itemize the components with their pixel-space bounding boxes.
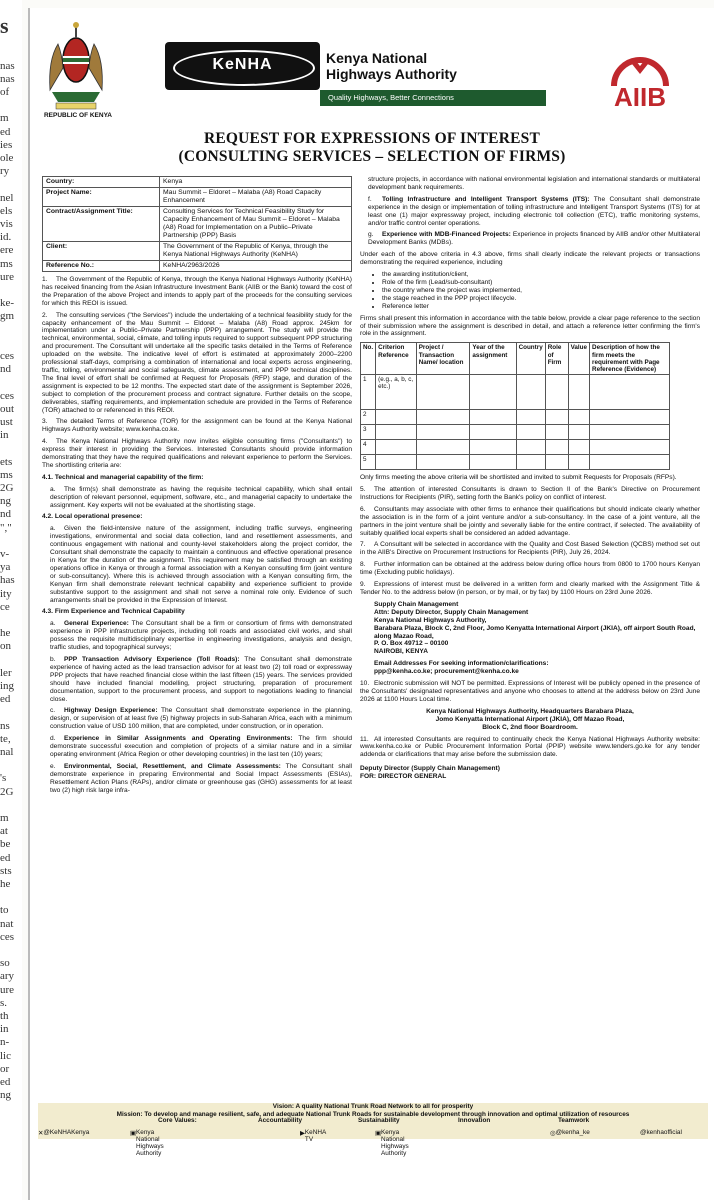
list-item: • the country where the project was implemented, bbox=[382, 287, 700, 295]
para-4-3-a: a. General Experience: The Consultant shall be a firm or consortium of firms with demonstrated experience in PPP infrastructure projects, including toll roads and associated civil works, and shall possess the requisite multidisciplinary expertise in engineering investigations, analysis and design, traffic studies, and topographical surveys; bbox=[50, 620, 352, 652]
para-4-1-a: a. The firm(s) shall demonstrate as having the requisite technical capability, which shall entail description of relevant personnel, equipment, software, etc., and managerial capacity to undertake the assignment. Key experts will not be evaluated at the shortlisting stage. bbox=[50, 485, 352, 509]
gutter-fragment: ed bbox=[0, 851, 11, 864]
gutter-fragment: nas bbox=[0, 59, 15, 72]
table-header: Criterion Reference bbox=[376, 343, 417, 375]
list-item: • the awarding institution/client, bbox=[382, 271, 700, 279]
email-addresses: ppp@kenha.co.ke; procurement@kenha.co.ke bbox=[374, 668, 519, 676]
gutter-fragment: ces bbox=[0, 930, 15, 943]
list-item: • Reference letter bbox=[382, 303, 700, 311]
gutter-fragment: ed bbox=[0, 1076, 11, 1088]
opening-address: Kenya National Highways Authority, Headquarters Barabara Plaza, Jomo Kenyatta International Airport (JKIA), Off Mazao Road, Block C, 2nd floor Boardroom. bbox=[426, 707, 634, 731]
para-6: 6. Consultants may associate with other firms to enhance their qualifications but should indicate clearly whether the association is in the form of a joint venture and/or a sub-consultancy. In the case of a joint venture, all the partners in the joint venture shall be jointly and severally liable for the entire contract, if selected. The availability of suitably qualified local experts shall be considered an added advantage. bbox=[360, 505, 700, 537]
gutter-fragment: has bbox=[0, 574, 15, 587]
signature-title: Deputy Director (Supply Chain Management) bbox=[360, 765, 500, 773]
para-3: 3. The detailed Terms of Reference (TOR) for the assignment can be found at the Kenya National Highways Authority website; www.kenha.co.ke. bbox=[42, 418, 352, 434]
gutter-fragment: out bbox=[0, 402, 15, 415]
page-title: REQUEST FOR EXPRESSIONS OF INTEREST (CONSULTING SERVICES – SELECTION OF FIRMS) bbox=[178, 130, 566, 165]
criteria-table bbox=[360, 342, 670, 470]
heading-4-2: 4.2. Local operational presence: bbox=[42, 513, 143, 521]
gutter-fragment: gm bbox=[0, 310, 15, 323]
gutter-fragment: els bbox=[0, 204, 13, 217]
gutter-fragment: ry bbox=[0, 165, 10, 178]
tagline: Quality Highways, Better Connections bbox=[320, 90, 546, 106]
table-header: Role of Firm bbox=[545, 343, 568, 375]
para-5: 5. The attention of interested Consultants is drawn to Section II of the Bank's Directive on Procurement Instructions for Recipients (PIR), setting forth the Bank's policy on conflict of interest. bbox=[360, 486, 700, 501]
gutter-fragment: in bbox=[0, 1023, 9, 1036]
footer bbox=[30, 1103, 714, 1200]
gutter-fragment: of bbox=[0, 86, 10, 98]
para-4-3-e-cont: structure projects, in accordance with national environmental legislation and international standards or multilateral development bank requirements. bbox=[368, 176, 700, 191]
gutter-fragment: s. bbox=[0, 996, 8, 1009]
advert bbox=[28, 8, 714, 1200]
gutter-fragment: ces bbox=[0, 350, 15, 362]
gutter-fragment: in bbox=[0, 429, 9, 442]
gutter-fragment: id. bbox=[0, 231, 12, 244]
submission-address: Supply Chain Management Attn: Deputy Director, Supply Chain Management Kenya National Highways Authority, Barabara Plaza, Block C, 2nd Floor, Jomo Kenyatta International Airport (JKIA), off airport South Road, along Mazao Road, P. O. Box 49712 – 00100 NAIROBI, KENYA bbox=[374, 600, 696, 656]
gutter-fragment: ke- bbox=[0, 297, 15, 310]
signature-for: FOR: DIRECTOR GENERAL bbox=[360, 773, 447, 781]
list-item: • the stage reached in the PPP project lifecycle. bbox=[382, 295, 700, 303]
para-present: Firms shall present this information in accordance with the table below, provide a clear page reference to the section of their submission where the assignment is described in detail, and attach a reference letter confirming the firm's role in the assignment. bbox=[360, 314, 700, 338]
table-header: Project / Transaction Name/ location bbox=[416, 343, 470, 375]
para-1: 1. The Government of the Republic of Kenya, through the Kenya National Highways Authority (KeNHA) has received financing from the Asian Infrastructure Investment Bank (AIIB or the Bank) toward the cost of the Preparation of the above Project and intends to apply part of the proceeds for the consulting services for which this REOI is issued. bbox=[42, 276, 352, 307]
table-header: Year of the assignment bbox=[470, 343, 516, 375]
linkedin-link[interactable]: ▣ Kenya National Highways Authority bbox=[375, 1129, 409, 1157]
gutter-fragment: ler bbox=[0, 666, 12, 679]
gutter-fragment: nel bbox=[0, 191, 14, 204]
gutter-fragment: "," bbox=[0, 521, 12, 534]
para-11: 11. All interested Consultants are required to continually check the Kenya National Highways Authority website: www.kenha.co.ke or Public Procurement Information Portal (PPIP) website www.tenders.go.ke for any tender addenda or clarifications that may arise before the submission date. bbox=[360, 735, 700, 759]
gutter-fragment: ed bbox=[0, 125, 11, 138]
left-column bbox=[42, 176, 352, 798]
table-header: Country bbox=[516, 343, 545, 375]
gutter-fragment: te, bbox=[0, 732, 11, 745]
gutter-fragment: m bbox=[0, 112, 9, 125]
para-8: 8. Further information can be obtained at the address below during office hours from 0800 to 1700 hours Kenyan time (Excluding public holidays). bbox=[360, 561, 700, 577]
table-row: 2 bbox=[361, 410, 670, 425]
aiib-logo-icon bbox=[600, 46, 680, 126]
kenha-logo bbox=[165, 42, 320, 90]
para-under-criteria: Under each of the above criteria in 4.3 above, firms shall clearly indicate the relevant projects or transactions demonstrating the required experience, including bbox=[360, 251, 700, 267]
gutter-fragment: ya bbox=[0, 561, 11, 574]
table-header: Value bbox=[568, 343, 589, 375]
facebook-link[interactable]: ▣ Kenya National Highways Authority bbox=[130, 1129, 164, 1157]
gutter-fragment: on bbox=[0, 640, 11, 653]
heading-4-3: 4.3. Firm Experience and Technical Capability bbox=[42, 608, 185, 616]
para-4-3-b: b. PPP Transaction Advisory Experience (Toll Roads): The Consultant shall demonstrate experience of having acted as the lead transaction advisor for at least two (2) toll road or expressway PPP projects that have reached financial close within the last fifteen (15) years. The services provided should have included financial modelling, project structuring, preparation of procurement documentation, support to the procurement process, and support to negotiations leading to financial close. bbox=[50, 655, 352, 703]
vision-mission: Vision: A quality National Trunk Road Network to all for prosperity Mission: To develop and manage resilient, safe, and adequate National Trunk Roads for sustainable development through innovation and optimal utilization of resources bbox=[116, 1103, 630, 1118]
gutter-fragment: he bbox=[0, 878, 11, 890]
table-header: No. bbox=[361, 343, 376, 375]
gutter-fragment: ces bbox=[0, 389, 15, 402]
gutter-fragment: ets bbox=[0, 455, 13, 468]
gutter-fragment: be bbox=[0, 838, 11, 851]
para-9: 9. Expressions of interest must be delivered in a written form and clearly marked with the Assignment Title & Tender No. to the address below (in person, or by mail, or by fax) by 1100 Hours on 23rd June 2026. bbox=[360, 581, 700, 596]
para-4-2-a: a. Given the field-intensive nature of the assignment, including traffic surveys, engineering investigations, environmental and social data collection, land and resettlement assessments, and continuous engagement with national and county-level stakeholders along the project corridor, the Consultant shall demonstrate the capacity to maintain a continuous and effective operational presence in Kenya for the duration of the assignment. This requirement may be satisfied through an existing operations office in Kenya or through a formal association with a Kenyan consulting firm (joint venture or sub-consultancy). Where this is achieved through association with a Kenyan consulting firm, the Kenyan firm shall demonstrate relevant technical capability and experience sufficient to provide substantive support to the assignment and shall not serve a nominal role only. Evidence of such arrangements shall be provided in the Expression of Interest. bbox=[50, 525, 352, 604]
para-4-3-f: f. Tolling Infrastructure and Intelligent Transport Systems (ITS): The Consultant shall demonstrate experience in the design or implementation of tolling infrastructure and Intelligent Transport Systems (ITS) for at least one (1) major expressway project, including electronic toll collection (ETC), traffic monitoring systems, and/or traffic control center operations. bbox=[368, 195, 700, 227]
gutter-fragment: at bbox=[0, 825, 8, 838]
requirements-list bbox=[360, 271, 700, 311]
para-4-3-c: c. Highway Design Experience: The Consultant shall demonstrate experience in the planning, design, or supervision of at least five (5) highway projects in sub-Saharan Africa, each with a minimum construction value of USD 100 million, that are completed, under construction, or in operation. bbox=[50, 707, 352, 731]
gutter-fragment: ce bbox=[0, 600, 10, 613]
table-row: 4 bbox=[361, 440, 670, 455]
instagram-link[interactable]: ◎ @kenha_ke bbox=[550, 1129, 590, 1137]
info-row: Reference No.: KeNHA/2963/2026 bbox=[43, 261, 352, 272]
gutter-fragment: nas bbox=[0, 72, 15, 85]
gutter-fragment: sts bbox=[0, 864, 12, 877]
gutter-fragment: th bbox=[0, 1010, 9, 1022]
gutter-fragment: ity bbox=[0, 587, 12, 600]
gutter-fragment: so bbox=[0, 957, 10, 970]
para-2: 2. The consulting services ("the Services") include the undertaking of a technical feasibility study for the capacity enhancement of the Mau Summit – Eldoret – Malaba (A8) Road approx. 245km for implementation under a Public–Private Partnership (PPP) arrangement. The study will provide the technical, environmental, social, climate, and tolling inputs required to support subsequent PPP structuring and procurement. The Consultant will undertake all the specific tasks detailed in the Terms of Reference uploaded on the website. The indicative level of effort is estimated at approximately 2000–2200 professional staff-days, comprising a combination of international and local experts across engineering, traffic, tolling, environmental and social safeguards, climate assessment, and PPP technical disciplines. The final level of effort shall be confirmed at Request for Proposals (RFP) stage, and duration of the assignment is expected to be 12 months. The expected start date of the assignment is September 2026, subject to completion of the procurement process and contract signature. Further details on the scope, deliverables, staffing requirements, and implementation schedule are provided in the Terms of Reference (TOR) attached to or referenced in this REOI. bbox=[42, 311, 352, 414]
gutter-fragment: m bbox=[0, 812, 9, 824]
coat-of-arms-icon bbox=[44, 20, 108, 112]
para-4-3-g: g. Experience with MDB-Financed Projects: Experience in projects financed by AIIB and/or other Multilateral Development Banks (MDBs). bbox=[368, 231, 700, 247]
gutter-fragment: ure bbox=[0, 270, 15, 283]
info-row: Country: Kenya bbox=[43, 177, 352, 188]
gutter-fragment: vis bbox=[0, 218, 13, 230]
gutter-fragment: 2G bbox=[0, 482, 14, 494]
gutter-fragment: ies bbox=[0, 138, 13, 151]
gutter-fragment: nd bbox=[0, 363, 11, 376]
info-row: Contract/Assignment Title: Consulting Services for Technical Feasibility Study for Capacity Enhancement of Mau Summit – Eldoret – Malaba (A8) Road for Implementation on a Public–Private Partnership (PPP) Basis bbox=[43, 207, 352, 242]
gutter-fragment: ary bbox=[0, 970, 15, 983]
gutter-fragment: ng bbox=[0, 1089, 11, 1102]
gutter-fragment: v- bbox=[0, 548, 10, 560]
gutter-fragment: 's bbox=[0, 772, 7, 785]
gutter-fragment: to bbox=[0, 904, 9, 917]
gutter-fragment: lic bbox=[0, 1049, 11, 1062]
aiib-logo-text: AIIB bbox=[614, 82, 666, 112]
gutter-fragment: nd bbox=[0, 508, 11, 521]
right-column bbox=[360, 176, 700, 785]
gutter-fragment: ust bbox=[0, 416, 13, 428]
header bbox=[30, 8, 714, 126]
gutter-fragment: nat bbox=[0, 917, 14, 930]
gutter-fragment: n- bbox=[0, 1036, 10, 1049]
gutter-fragment: ure bbox=[0, 983, 15, 996]
gutter-fragment: ms bbox=[0, 468, 13, 481]
gutter-fragment: ms bbox=[0, 257, 13, 270]
kenha-logo-text: KeNHA bbox=[212, 56, 273, 73]
gutter-fragment: ole bbox=[0, 152, 14, 164]
gutter-fragment: ing bbox=[0, 680, 15, 692]
gutter-fragment: 2G bbox=[0, 785, 14, 798]
table-row: 1 (e.g., a, b, c, etc.) bbox=[361, 375, 670, 410]
gutter-fragment: ed bbox=[0, 693, 11, 706]
gutter-fragment: or bbox=[0, 1062, 10, 1075]
para-only: Only firms meeting the above criteria will be shortlisted and invited to submit Requests for Proposals (RFPs). bbox=[360, 474, 677, 482]
para-7: 7. A Consultant will be selected in accordance with the Quality and Cost Based Selection (QCBS) method set out in the AIIB's Directive on Procurement Instructions for Recipients (PIR), July 26, 2024. bbox=[360, 541, 700, 557]
gutter-fragment: ns bbox=[0, 719, 10, 732]
youtube-link[interactable]: ▶ KeNHA TV bbox=[300, 1129, 326, 1143]
project-info-table bbox=[42, 176, 352, 272]
coat-of-arms-label: REPUBLIC OF KENYA bbox=[43, 112, 113, 119]
list-item: • Role of the firm (Lead/sub-consultant) bbox=[382, 279, 700, 287]
core-values: Core Values: Accountability Sustainability Innovation Teamwork bbox=[158, 1117, 590, 1124]
gutter-fragment: s bbox=[0, 13, 9, 38]
email-heading: Email Addresses For seeking information/clarifications: bbox=[374, 660, 549, 668]
social-links: ✕ @KeNHAKenya ▣ Kenya National Highways Authority ▶ KeNHA TV ▣ Kenya National Highways Authority ◎ @kenha_ke @kenhaofficial bbox=[38, 1129, 682, 1157]
para-4-3-e: e. Environmental, Social, Resettlement, and Climate Assessments: The Consultant shall demonstrate experience in preparing Environmental and Social Impact Assessments (ESIAs), Resettlement Action Plans (RAPs), and/or climate or greenhouse gas (GHG) assessments for at least two (2) high risk large infra- bbox=[50, 762, 352, 794]
gutter-fragment: ere bbox=[0, 244, 14, 257]
table-header: Description of how the firm meets the requirement with Page Reference (Evidence) bbox=[590, 343, 670, 375]
table-row: 5 bbox=[361, 455, 670, 470]
heading-4-1: 4.1. Technical and managerial capability of the firm: bbox=[42, 473, 204, 481]
gutter-fragment: ng bbox=[0, 495, 11, 508]
para-10: 10. Electronic submission will NOT be permitted. Expressions of Interest will be publicly opened in the presence of the Consultants' designated representatives and anyone who chooses to attend at the address below on 23rd June 2026 at 1100 Hours Local time. bbox=[360, 680, 700, 703]
para-4-3-d: d. Experience in Similar Assignments and Operating Environments: The firm should demonstrate successful execution and completion of projects of a similar nature and in a similar operating environment (Africa Region or other developing countries) in the last ten (10) years; bbox=[50, 735, 352, 758]
gutter-fragment: he bbox=[0, 627, 11, 640]
para-4: 4. The Kenya National Highways Authority now invites eligible consulting firms ("Consultants") to express their interest in providing the Services. Interested Consultants should provide information demonstrating that they have the required qualifications and relevant experience to perform the Services. The shortlisting criteria are: bbox=[42, 438, 352, 469]
x-handle[interactable]: ✕ @KeNHAKenya bbox=[38, 1129, 90, 1137]
adjacent-page-column bbox=[0, 0, 22, 1200]
gutter-fragment: nal bbox=[0, 746, 14, 758]
organization-name: Kenya National Highways Authority bbox=[326, 50, 457, 82]
info-row: Client: The Government of the Republic of Kenya, through the Kenya National Highways Authority (KeNHA) bbox=[43, 242, 352, 261]
table-row: 3 bbox=[361, 425, 670, 440]
info-row: Project Name: Mau Summit – Eldoret – Malaba (A8) Road Capacity Enhancement bbox=[43, 188, 352, 207]
